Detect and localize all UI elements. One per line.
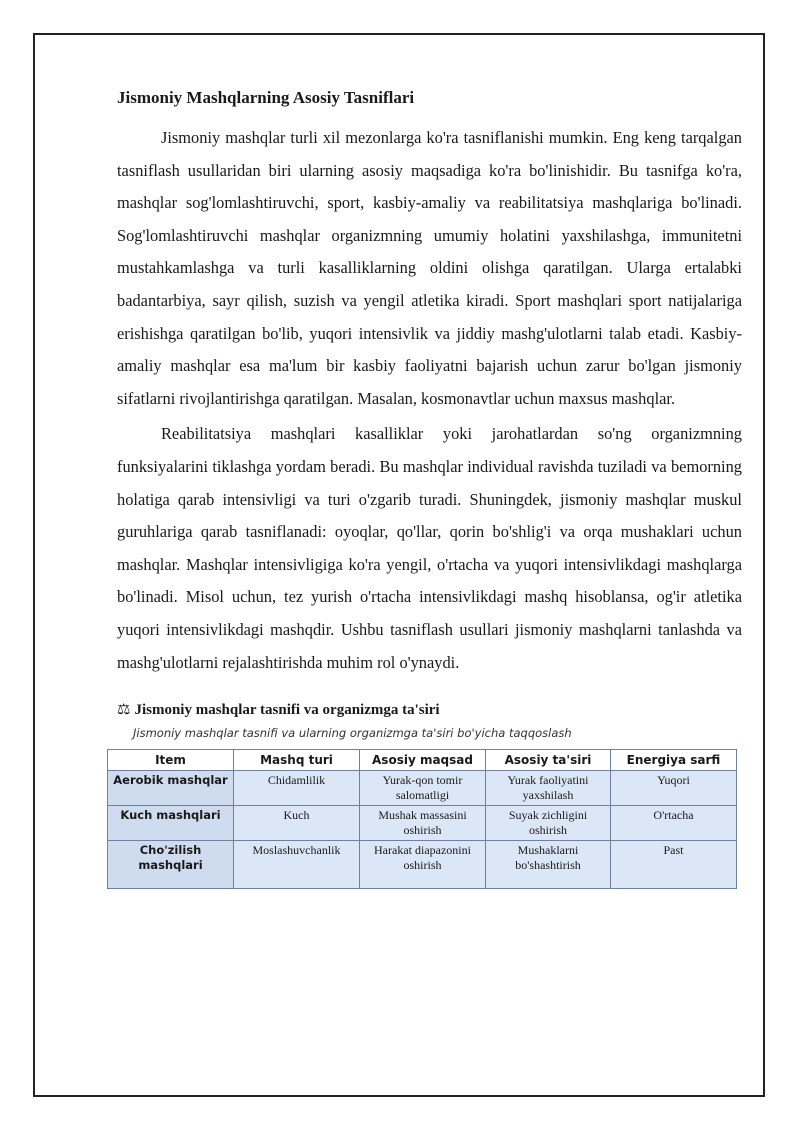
column-header: Asosiy maqsad [360, 750, 486, 771]
table-cell: Yuqori [611, 771, 737, 806]
paragraph-2: Reabilitatsiya mashqlari kasalliklar yoki jarohatlardan so'ng organizmning funksiyalarini tiklashga yordam beradi. Bu mashqlar individual ravishda tuziladi va bemorning holatiga qarab intensivligi va turi o'zgarib turadi. Shuningdek, jismoniy mashqlar muskul guruhlariga qarab tasniflanadi: oyoqlar, qo'llar, qorin bo'shlig'i va orqa mushaklari uchun mashqlar. Mashqlar intensivligiga ko'ra yengil, o'rtacha va yuqori intensivlikdagi mashqlarga bo'linadi. Misol uchun, tez yurish o'rtacha intensivlikdagi mashq hisoblansa, og'ir atletika yuqori intensivlikdagi mashqdir. Ushbu tasniflash usullari jismoniy mashqlarni tanlashda va mashg'ulotlarni rejalashtirishda muhim rol o'ynaydi. [117, 424, 742, 672]
table-row [108, 806, 737, 841]
table-row [108, 841, 737, 889]
table-cell: Mushaklarni bo'shashtirish [486, 841, 611, 889]
row-label: Kuch mashqlari [108, 806, 234, 841]
table-cell: Harakat diapazonini oshirish [360, 841, 486, 889]
table-row [108, 771, 737, 806]
classification-table [107, 749, 737, 889]
column-header: Asosiy ta'siri [486, 750, 611, 771]
table-caption: Jismoniy mashqlar tasnifi va ularning organizmga ta'siri bo'yicha taqqoslash [133, 726, 572, 741]
row-label: Cho'zilish mashqlari [108, 841, 234, 889]
document-title: Jismoniy Mashqlarning Asosiy Tasniflari [117, 88, 415, 107]
table-cell: Mushak massasini oshirish [360, 806, 486, 841]
table-heading-text: Jismoniy mashqlar tasnifi va organizmga ta'siri [134, 702, 440, 719]
table-cell: Yurak-qon tomir salomatligi [360, 771, 486, 806]
paragraph-1: Jismoniy mashqlar turli xil mezonlarga ko'ra tasniflanishi mumkin. Eng keng tarqalgan tasniflash usullaridan biri ularning asosiy maqsadiga ko'ra bo'linishidir. Bu tasnifga ko'ra, mashqlar sog'lomlashtiruvchi, sport, kasbiy-amaliy va reabilitatsiya mashqlariga bo'linadi. Sog'lomlashtiruvchi mashqlar organizmning umumiy holatini yaxshilashga, immunitetni mustahkamlashga va turli kasalliklarning oldini olishga qaratilgan. Ularga ertalabki badantarbiya, sayr qilish, suzish va yengil atletika kiradi. Sport mashqlari sport natijalariga erishishga qaratilgan bo'lib, yuqori intensivlik va jiddiy mashg'ulotlarni talab etadi. Kasbiy-amaliy mashqlar esa ma'lum bir kasbiy faoliyatni bajarish uchun zarur bo'lgan jismoniy sifatlarni rivojlantirishga qaratilgan. Masalan, kosmonavtlar uchun maxsus mashqlar. [117, 128, 742, 408]
column-header: Energiya sarfi [611, 750, 737, 771]
table-cell: O'rtacha [611, 806, 737, 841]
table-cell: Yurak faoliyatini yaxshilash [486, 771, 611, 806]
balance-scale-icon: ⚖ [117, 702, 131, 719]
table-header-row [108, 750, 737, 771]
document-body [113, 86, 742, 889]
table-cell: Chidamlilik [234, 771, 360, 806]
row-label: Aerobik mashqlar [108, 771, 234, 806]
table-cell: Moslashuvchanlik [234, 841, 360, 889]
column-header: Item [108, 750, 234, 771]
table-cell: Past [611, 841, 737, 889]
table-cell: Suyak zichligini oshirish [486, 806, 611, 841]
table-heading [117, 699, 742, 721]
table-cell: Kuch [234, 806, 360, 841]
column-header: Mashq turi [234, 750, 360, 771]
